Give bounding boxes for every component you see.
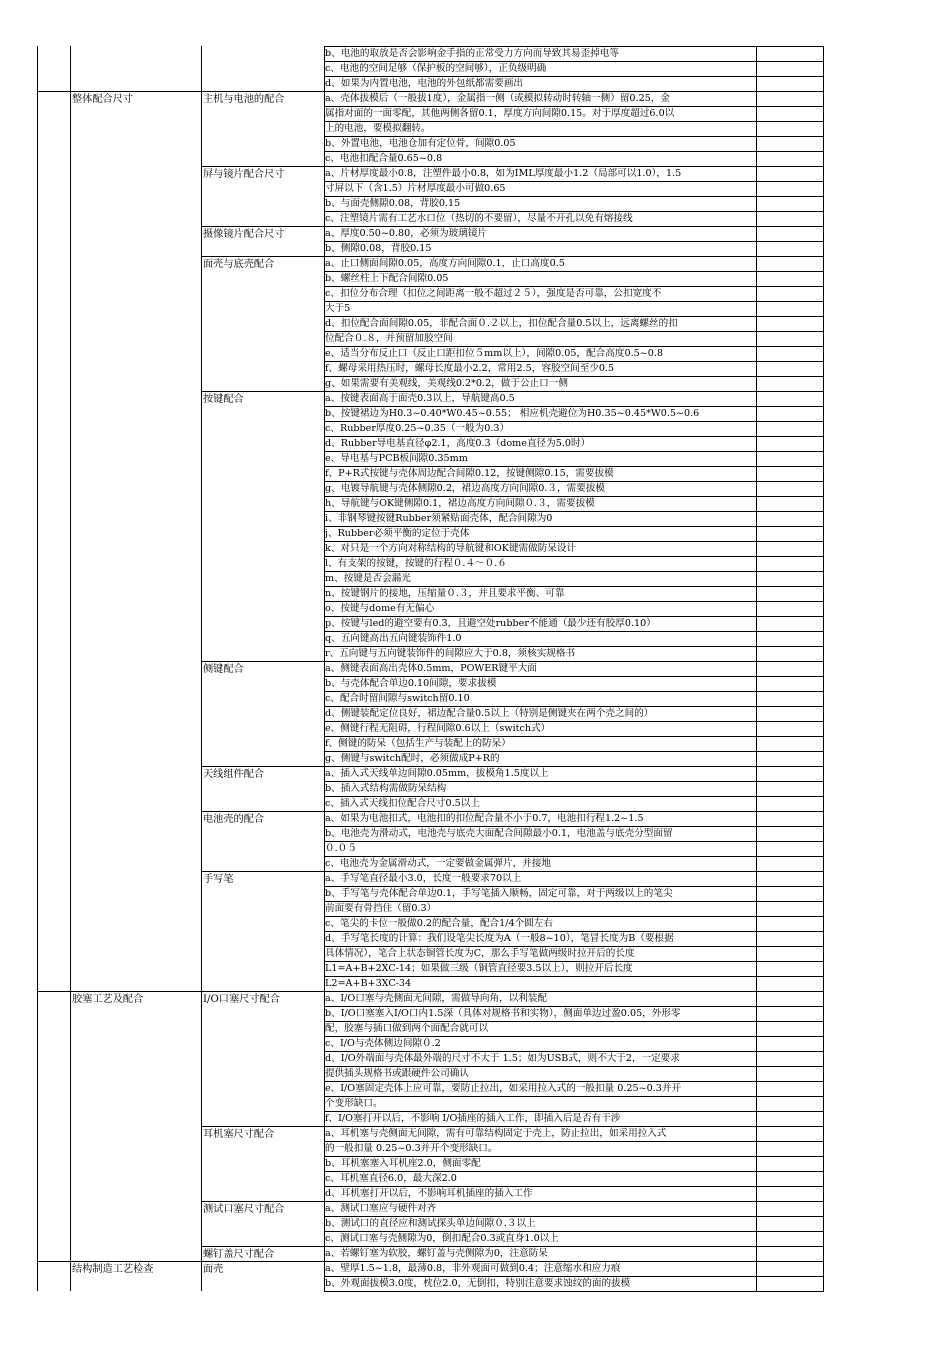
grid-line	[201, 166, 824, 167]
requirement-text: c、笔尖的卡位一般做0.2的配合量，配合1/4个圆左右	[325, 918, 553, 929]
grid-line	[201, 256, 824, 257]
table-row	[37, 901, 823, 916]
requirement-text: 个变形缺口。	[325, 1098, 383, 1109]
grid-line	[324, 106, 824, 107]
table-row	[37, 481, 823, 496]
table-row	[37, 331, 823, 346]
requirement-text: c、电池壳为金属滑动式，一定要做金属弹片，并接地	[325, 858, 552, 869]
table-row	[37, 226, 823, 241]
table-row	[37, 721, 823, 736]
requirement-text: 配，胶塞与插口做到两个面配合就可以	[325, 1023, 489, 1034]
table-row	[37, 826, 823, 841]
requirement-text: o、按键与dome有无偏心	[325, 603, 435, 614]
grid-line	[324, 1156, 824, 1157]
table-row	[37, 631, 823, 646]
grid-line	[324, 826, 824, 827]
table-row	[37, 301, 823, 316]
subcategory-label: 耳机塞尺寸配合	[203, 1129, 275, 1140]
requirement-text: f、螺母采用热压时，螺母长度最小2.2，常用2.5，容胶空间至少0.5	[325, 363, 615, 374]
grid-line	[324, 511, 824, 512]
table-row	[37, 1141, 823, 1156]
requirement-text: h、导航键与OK键侧隙0.1，裙边高度方向间隙０.３，需要拔模	[325, 498, 595, 509]
grid-line	[324, 706, 824, 707]
grid-line	[324, 1276, 824, 1277]
table-row	[37, 316, 823, 331]
requirement-text: a、耳机塞与壳侧面无间隙，需有可靠结构固定于壳上，防止拉出，如采用拉入式	[325, 1128, 667, 1139]
grid-line	[201, 46, 202, 1291]
requirement-text: b、与壳体配合单边0.10间隙，要求拔模	[325, 678, 497, 689]
table-row	[37, 1051, 823, 1066]
requirement-text: l、有支架的按键，按键的行程０.４～０.６	[325, 558, 507, 569]
subcategory-label: 侧键配合	[203, 664, 244, 675]
grid-line	[324, 46, 824, 47]
table-row	[37, 586, 823, 601]
requirement-text: ０.０５	[325, 843, 357, 854]
grid-line	[324, 721, 824, 722]
subcategory-label: 按键配合	[203, 394, 244, 405]
table-row	[37, 856, 823, 871]
table-row	[37, 496, 823, 511]
category-label: 结构制造工艺检查	[72, 1264, 154, 1275]
grid-line	[324, 646, 824, 647]
table-row	[37, 511, 823, 526]
grid-line	[324, 526, 824, 527]
requirement-text: b、手写笔与壳体配合单边0.1，手写笔插入顺畅，固定可靠，对于两级以上的笔尖	[325, 888, 673, 899]
requirement-text: c、配合时留间隙与switch留0.10	[325, 693, 470, 704]
grid-line	[324, 1111, 824, 1112]
table-row	[37, 1231, 823, 1246]
table-row	[37, 466, 823, 481]
requirement-text: a、插入式天线单边间隙0.05mm，拔模角1.5度以上	[325, 768, 549, 779]
grid-line	[37, 1261, 824, 1262]
table-row	[37, 1006, 823, 1021]
grid-line	[324, 271, 824, 272]
grid-line	[324, 856, 824, 857]
grid-line	[324, 796, 824, 797]
grid-line	[324, 361, 824, 362]
subcategory-label: 测试口塞尺寸配合	[203, 1204, 285, 1215]
requirement-text: a、若螺钉塞为软胶，螺钉盖与壳侧隙为0，注意防呆	[325, 1248, 548, 1259]
requirement-text: c、I/O与壳体侧边间隙０.2	[325, 1038, 441, 1049]
grid-line	[324, 901, 824, 902]
table-row	[37, 691, 823, 706]
requirement-text: c、插入式天线扣位配合尺寸0.5以上	[325, 798, 480, 809]
requirement-text: g、电镀导航键与壳体侧隙0.2，裙边高度方向间隙0.３，需要拔模	[325, 483, 605, 494]
table-row	[37, 256, 823, 271]
table-row	[37, 886, 823, 901]
subcategory-label: 天线组件配合	[203, 769, 265, 780]
table-row	[37, 151, 823, 166]
table-row	[37, 121, 823, 136]
grid-line	[201, 1201, 824, 1202]
requirement-text: 上的电池，要模拟翻转。	[325, 123, 431, 134]
grid-line	[324, 196, 824, 197]
grid-line	[324, 1066, 824, 1067]
table-row	[37, 1036, 823, 1051]
subcategory-label: 螺钉盖尺寸配合	[203, 1249, 275, 1260]
requirement-text: b、电池的取放是否会影响金手指的正常受力方向而导致其易歪掉电等	[325, 48, 619, 59]
grid-line	[201, 1246, 824, 1247]
table-row	[37, 271, 823, 286]
table-row	[37, 196, 823, 211]
subcategory-label: I/O口塞尺寸配合	[203, 994, 280, 1005]
requirement-text: a、手写笔直径最小3.0，长度一般要求70以上	[325, 873, 522, 884]
grid-line	[324, 841, 824, 842]
grid-line	[324, 976, 824, 977]
table-row	[37, 1126, 823, 1141]
table-row	[37, 1081, 823, 1096]
grid-line	[324, 1216, 824, 1217]
table-row	[37, 1261, 823, 1276]
grid-line	[823, 46, 824, 1291]
requirement-text: 寸屏以下（含1.5）片材厚度最小可做0.65	[325, 183, 506, 194]
requirement-text: L2=A+B+3XC-34	[325, 978, 412, 989]
requirement-text: a、按键表面高于面壳0.3以上，导航键高0.5	[325, 393, 515, 404]
table-row	[37, 421, 823, 436]
table-row	[37, 796, 823, 811]
grid-line	[201, 871, 824, 872]
subcategory-label: 摄像镜片配合尺寸	[203, 229, 285, 240]
grid-line	[324, 421, 824, 422]
grid-line	[324, 1291, 824, 1292]
requirement-text: d、手写笔长度的计算：我们设笔尖长度为A（一般8~10），笔冒长度为B（要根据	[325, 933, 674, 944]
requirement-text: j、Rubber必须平衡的定位于壳体	[325, 528, 470, 539]
requirement-text: 属指对面的一面零配，其他两侧各留0.1，厚度方向间隙0.15。对于厚度超过6.0以	[325, 108, 675, 119]
requirement-text: a、测试口塞应与硬件对齐	[325, 1203, 437, 1214]
table-row	[37, 676, 823, 691]
requirement-text: e、侧键行程无阻碍，行程间隙0.6以上（switch式）	[325, 723, 551, 734]
requirement-text: k、对只是一个方向对称结构的导航键和OK键需做防呆设计	[325, 543, 577, 554]
table-row	[37, 361, 823, 376]
table-row	[37, 1171, 823, 1186]
requirement-text: m、按键是否会漏光	[325, 573, 411, 584]
requirement-text: b、耳机塞塞入耳机座2.0，侧面零配	[325, 1158, 481, 1169]
grid-line	[324, 346, 824, 347]
requirement-text: 位配合０.８，并预留加胶空间	[325, 333, 453, 344]
grid-line	[70, 46, 71, 1291]
requirement-text: b、测试口的直径应和测试探头单边间隙０.３以上	[325, 1218, 536, 1229]
grid-line	[324, 1036, 824, 1037]
grid-line	[324, 331, 824, 332]
requirement-text: g、侧键与switch配时，必须做成P+R的	[325, 753, 500, 764]
grid-line	[324, 481, 824, 482]
requirement-text: q、五向键高出五向键装饰件1.0	[325, 633, 462, 644]
table-row	[37, 1021, 823, 1036]
requirement-text: r、五向键与五向键装饰件的间隙应大于0.8，须核实规格书	[325, 648, 576, 659]
table-row	[37, 1201, 823, 1216]
requirement-text: 前面要有骨挡住（留0.3）	[325, 903, 437, 914]
table-row	[37, 946, 823, 961]
table-row	[37, 1216, 823, 1231]
grid-line	[37, 991, 824, 992]
table-row	[37, 406, 823, 421]
requirement-text: c、电池的空间足够（保护板的空间够），正负级明确	[325, 63, 547, 74]
table-row	[37, 241, 823, 256]
table-row	[37, 376, 823, 391]
table-row	[37, 841, 823, 856]
table-row	[37, 346, 823, 361]
table-row	[37, 616, 823, 631]
requirement-text: d、扣位配合面间隙0.05，非配合面０.２以上，扣位配合量0.5以上，远离螺丝的扣	[325, 318, 678, 329]
requirement-text: b、I/O口塞塞入I/O口内1.5深（具体对规格书和实物），侧面单边过盈0.05，外形零	[325, 1008, 681, 1019]
requirement-text: a、壳体拔模后（一般拔1度），金属指一侧（或模拟转动时转轴一侧）留0.25，金	[325, 93, 670, 104]
grid-line	[324, 1021, 824, 1022]
table-row	[37, 661, 823, 676]
subcategory-label: 手写笔	[203, 874, 234, 885]
grid-line	[324, 631, 824, 632]
grid-line	[324, 61, 824, 62]
grid-line	[324, 691, 824, 692]
table-row	[37, 91, 823, 106]
grid-line	[324, 601, 824, 602]
grid-line	[324, 76, 824, 77]
grid-line	[324, 286, 824, 287]
grid-line	[324, 1186, 824, 1187]
table-row	[37, 76, 823, 91]
grid-line	[201, 661, 824, 662]
requirement-text: c、耳机塞直径6.0，最大深2.0	[325, 1173, 457, 1184]
grid-line	[324, 616, 824, 617]
table-row	[37, 106, 823, 121]
table-row	[37, 706, 823, 721]
grid-line	[324, 1096, 824, 1097]
grid-line	[324, 886, 824, 887]
grid-line	[324, 211, 824, 212]
grid-line	[201, 391, 824, 392]
subcategory-label: 电池壳的配合	[203, 814, 265, 825]
table-row	[37, 976, 823, 991]
grid-line	[324, 451, 824, 452]
requirement-text: f、P+R式按键与壳体周边配合间隙0.12，按键侧隙0.15，需要拔模	[325, 468, 614, 479]
table-row	[37, 736, 823, 751]
grid-line	[324, 781, 824, 782]
grid-line	[324, 931, 824, 932]
requirement-text: b、按键裙边为H0.3~0.40*W0.45~0.55； 相应机壳避位为H0.35~0.45*W0.5~0.6	[325, 408, 700, 419]
grid-line	[324, 1171, 824, 1172]
grid-line	[324, 121, 824, 122]
table-row	[37, 286, 823, 301]
requirement-text: a、侧键表面高出壳体0.5mm，POWER键平大面	[325, 663, 537, 674]
table-row	[37, 541, 823, 556]
requirement-text: c、注塑镜片需有工艺水口位（热切的不要留），尽量不开孔以免有熔接线	[325, 213, 633, 224]
table-row	[37, 751, 823, 766]
grid-line	[756, 46, 757, 1291]
grid-line	[324, 1081, 824, 1082]
requirement-text: L1=A+B+2XC-14；如果做三级（铜管直径要3.5以上），则拉开后长度	[325, 963, 633, 974]
table-row	[37, 871, 823, 886]
table-row	[37, 436, 823, 451]
grid-line	[324, 916, 824, 917]
table-row	[37, 781, 823, 796]
grid-line	[324, 541, 824, 542]
requirement-text: f、I/O塞打开以后，不影响 I/O插座的插入工作，即插入后是否有干涉	[325, 1113, 621, 1124]
grid-line	[324, 736, 824, 737]
table-row	[37, 451, 823, 466]
table-row	[37, 391, 823, 406]
grid-line	[324, 676, 824, 677]
requirement-text: b、外观面拔模3.0度，枕位2.0，无倒扣，特别注意要求蚀纹的面的拔模	[325, 1278, 631, 1289]
table-row	[37, 1186, 823, 1201]
requirement-text: 提供插头规格书或跟硬件公司确认	[325, 1068, 469, 1079]
requirement-text: e、I/O塞固定壳体上应可靠，要防止拉出，如采用拉入式的一般扣量 0.25~0.3并开	[325, 1083, 682, 1094]
table-row	[37, 571, 823, 586]
requirement-text: g、如果需要有美观线，美观线0.2*0.2，做于公止口一侧	[325, 378, 568, 389]
requirement-text: c、扣位分布合理（扣位之间距离一般不超过２５），强度是否可靠，公扣宽度不	[325, 288, 662, 299]
requirement-text: a、壁厚1.5~1.8，最薄0.8，非外观面可做到0.4；注意缩水和应力痕	[325, 1263, 621, 1274]
grid-line	[324, 241, 824, 242]
subcategory-label: 屏与镜片配合尺寸	[203, 169, 285, 180]
table-row	[37, 556, 823, 571]
grid-line	[324, 586, 824, 587]
table-row	[37, 811, 823, 826]
table-row	[37, 181, 823, 196]
requirement-text: d、侧键装配定位良好，裙边配合量0.5以上（特别是侧键夹在两个壳之间的）	[325, 708, 654, 719]
grid-line	[324, 301, 824, 302]
table-row	[37, 1276, 823, 1291]
requirement-text: 具体情况），笔合上状态铜管长度为C，那么手写笔做两级时拉开后的长度	[325, 948, 635, 959]
requirement-text: b、与面壳侧隙0.08，背胶0.15	[325, 198, 461, 209]
table-row	[37, 931, 823, 946]
grid-line	[324, 406, 824, 407]
table-row	[37, 46, 823, 61]
requirement-text: c、测试口塞与壳侧隙为0，倒扣配合0.3或直身1.0以上	[325, 1233, 559, 1244]
grid-line	[201, 1126, 824, 1127]
grid-line	[201, 811, 824, 812]
grid-line	[201, 766, 824, 767]
requirement-text: 的一般扣量 0.25~0.3并开个变形缺口。	[325, 1143, 498, 1154]
grid-line	[324, 136, 824, 137]
table-row	[37, 211, 823, 226]
requirement-text: i、非钢琴键按键Rubber须紧贴面壳体，配合间隙为0	[325, 513, 553, 524]
requirement-text: f、侧键的防呆（包括生产与装配上的防呆）	[325, 738, 511, 749]
grid-line	[37, 91, 824, 92]
subcategory-label: 面壳与底壳配合	[203, 259, 275, 270]
table-row	[37, 61, 823, 76]
requirement-text: a、I/O口塞与壳侧面无间隙，需做导向角，以利装配	[325, 993, 548, 1004]
grid-line	[324, 961, 824, 962]
requirement-text: d、如果为内置电池，电池的外包纸都需要画出	[325, 78, 524, 89]
requirement-text: e、适当分布反止口（反止口距扣位５mm以上），间隙0.05，配合高度0.5~0.8	[325, 348, 664, 359]
table-row	[37, 166, 823, 181]
requirement-text: p、按键与led的避空要有0.3，且避空处rubber不能通（最少还有胶厚0.10）	[325, 618, 656, 629]
table-row	[37, 961, 823, 976]
grid-line	[324, 1051, 824, 1052]
grid-line	[324, 1006, 824, 1007]
requirement-text: n、按键钢片的接地，压缩量０.３，并且要求平衡、可靠	[325, 588, 565, 599]
grid-line	[324, 751, 824, 752]
grid-line	[324, 436, 824, 437]
requirement-text: b、侧隙0.08，背胶0.15	[325, 243, 432, 254]
grid-line	[324, 46, 325, 1291]
requirement-text: a、厚度0.50~0.80，必须为玻璃镜片	[325, 228, 488, 239]
table-row	[37, 916, 823, 931]
grid-line	[324, 556, 824, 557]
requirement-text: a、止口侧面间隙0.05，高度方向间隙0.1，止口高度0.5	[325, 258, 565, 269]
table-row	[37, 1246, 823, 1261]
grid-line	[324, 571, 824, 572]
requirement-text: b、外置电池，电池仓加有定位骨，间隙0.05	[325, 138, 516, 149]
requirement-text: d、I/O外端面与壳体最外端的尺寸不大于 1.5；如为USB式，则不大于2，一定要求	[325, 1053, 680, 1064]
table-row	[37, 136, 823, 151]
grid-line	[324, 1141, 824, 1142]
grid-line	[37, 46, 38, 1291]
table-row	[37, 1156, 823, 1171]
grid-line	[324, 376, 824, 377]
table-row	[37, 1096, 823, 1111]
requirement-text: c、Rubber厚度0.25~0.35（一般为0.3）	[325, 423, 510, 434]
requirement-text: b、电池壳为滑动式，电池壳与底壳大面配合间隙最小0.1，电池盖与底壳分型面留	[325, 828, 673, 839]
grid-line	[324, 151, 824, 152]
requirement-text: c、电池扣配合量0.65~0.8	[325, 153, 443, 164]
category-label: 整体配合尺寸	[72, 94, 134, 105]
requirement-text: b、插入式结构需做防呆结构	[325, 783, 447, 794]
grid-line	[324, 316, 824, 317]
requirement-text: a、片材厚度最小0.8，注塑件最小0.8，如为IML厚度最小1.2（局部可以1.0），1.5	[325, 168, 682, 179]
table-row	[37, 526, 823, 541]
subcategory-label: 主机与电池的配合	[203, 94, 285, 105]
category-label: 胶塞工艺及配合	[72, 994, 144, 1005]
requirement-text: a、如果为电池扣式，电池扣的扣位配合量不小于0.7，电池扣行程1.2~1.5	[325, 813, 644, 824]
subcategory-label: 面壳	[203, 1264, 224, 1275]
grid-line	[324, 466, 824, 467]
requirement-text: b、螺丝柱上下配合间隙0.05	[325, 273, 449, 284]
requirement-text: e、导电基与PCB板间隙0.35mm	[325, 453, 468, 464]
requirement-text: 大于5	[325, 303, 351, 314]
table-row	[37, 991, 823, 1006]
table-row	[37, 1066, 823, 1081]
table-row	[37, 646, 823, 661]
requirement-text: d、耳机塞打开以后，不影响耳机插座的插入工作	[325, 1188, 533, 1199]
table-row	[37, 1111, 823, 1126]
grid-line	[324, 181, 824, 182]
table-row	[37, 601, 823, 616]
grid-line	[324, 1231, 824, 1232]
requirement-text: d、Rubber导电基直径φ2.1，高度0.3（dome直径为5.0时）	[325, 438, 591, 449]
grid-line	[201, 226, 824, 227]
grid-line	[324, 946, 824, 947]
table-row	[37, 766, 823, 781]
grid-line	[324, 496, 824, 497]
